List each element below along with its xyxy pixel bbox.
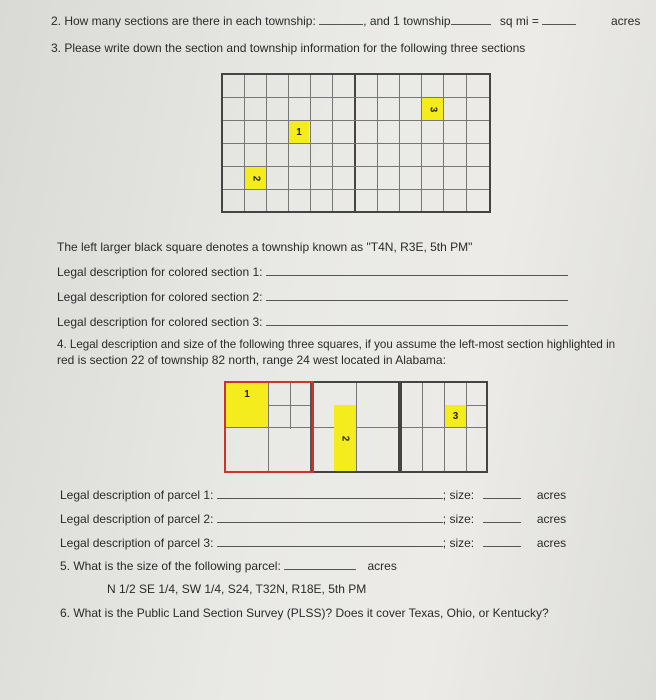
answer-blank[interactable] <box>217 512 443 523</box>
legal-description-row: Legal description for colored section 3: <box>57 315 568 329</box>
answer-blank[interactable] <box>284 559 356 570</box>
parcel-3: 3 <box>445 405 466 427</box>
question-4-line-2: red is section 22 of township 82 north, range 24 west located in Alabama: <box>57 353 446 367</box>
question-4-line-1: 4. Legal description and size of the following three squares, if you assume the left-most section highlighted in <box>57 338 616 351</box>
answer-blank[interactable] <box>542 14 576 25</box>
answer-blank[interactable] <box>266 265 568 276</box>
parcel-2: 2 <box>334 405 356 471</box>
parcel-3-row: Legal description of parcel 3: ; size: acres <box>60 536 567 550</box>
answer-blank[interactable] <box>266 315 568 326</box>
highlighted-section-1: 1 <box>289 121 309 143</box>
answer-blank[interactable] <box>217 536 443 547</box>
question-6: 6. What is the Public Land Section Survey (PLSS)? Does it cover Texas, Ohio, or Kentucky? <box>60 606 549 620</box>
parcel-description: N 1/2 SE 1/4, SW 1/4, S24, T32N, R18E, 5th PM <box>107 582 367 596</box>
answer-blank[interactable] <box>266 290 568 301</box>
section-grid-figure-2 <box>224 381 488 473</box>
township-note: The left larger black square denotes a township known as "T4N, R3E, 5th PM" <box>57 240 473 254</box>
question-2: 2. How many sections are there in each township: , and 1 township sq mi = <box>51 14 576 28</box>
answer-blank[interactable] <box>217 488 443 499</box>
question-3: 3. Please write down the section and township information for the following three sections <box>51 41 526 55</box>
answer-blank[interactable] <box>319 14 363 25</box>
legal-description-row: Legal description for colored section 1: <box>57 265 568 279</box>
question-5: 5. What is the size of the following parcel: acres <box>60 559 397 573</box>
section-22-outline <box>224 381 314 473</box>
township-grid-figure-1 <box>221 73 491 213</box>
parcel-1: 1 <box>226 383 268 427</box>
answer-blank[interactable] <box>483 536 521 547</box>
legal-description-row: Legal description for colored section 2: <box>57 290 568 304</box>
answer-blank[interactable] <box>483 488 521 499</box>
answer-blank[interactable] <box>483 512 521 523</box>
parcel-1-row: Legal description of parcel 1: ; size: acres <box>60 488 567 502</box>
highlighted-section-2: 2 <box>245 167 266 189</box>
acres-label: acres <box>611 14 641 28</box>
answer-blank[interactable] <box>451 14 491 25</box>
parcel-2-row: Legal description of parcel 2: ; size: acres <box>60 512 567 526</box>
highlighted-section-3: 3 <box>422 98 443 120</box>
